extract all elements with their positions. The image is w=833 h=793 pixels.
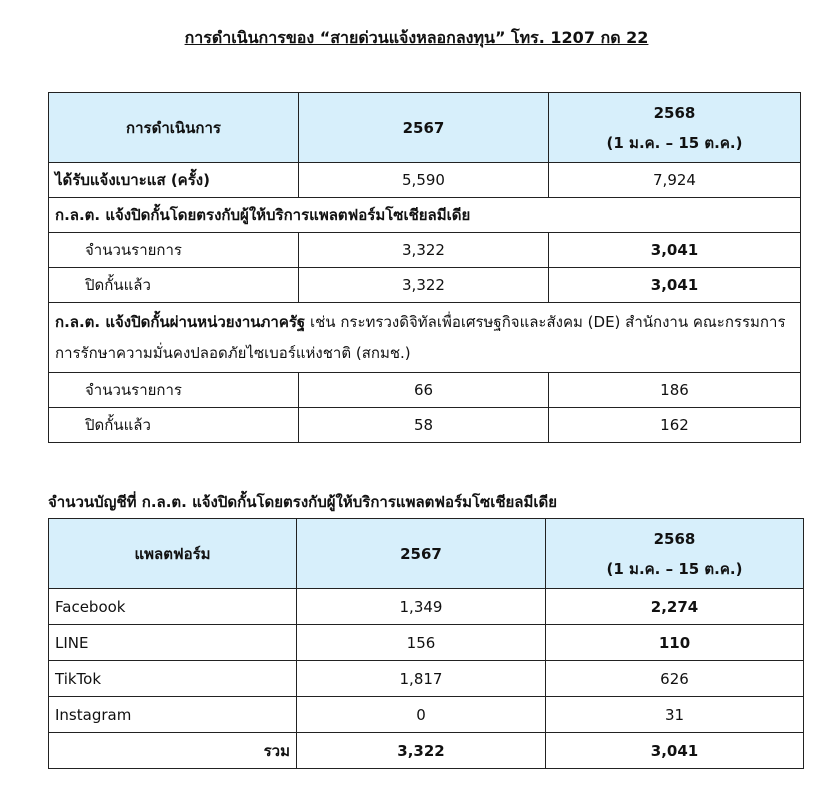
table-row [49, 589, 804, 625]
table-header-row [49, 93, 801, 163]
cell-2567: 58 [299, 408, 549, 443]
blocking-actions-table [48, 92, 801, 443]
header-platform: แพลตฟอร์ม [49, 519, 297, 589]
cell-2568: 162 [549, 408, 801, 443]
row-label: จำนวนรายการ [49, 233, 299, 268]
platform-label: Facebook [49, 589, 297, 625]
header-2568 [549, 93, 801, 163]
section-gov-label [49, 303, 801, 373]
cell-2568: 626 [546, 661, 804, 697]
section-gov-rest: เช่น กระทรวงดิจิทัลเพื่อเศรษฐกิจและสังคม (DE) สำนักงาน คณะกรรมการการรักษาความมั่นคงปลอดภัยไซเบอร์แห่งชาติ (สกมช.) [55, 312, 786, 362]
cell-2568: 3,041 [549, 268, 801, 303]
table-row [49, 373, 801, 408]
section-row [49, 303, 801, 373]
platform-accounts-table [48, 518, 804, 769]
cell-2568: 3,041 [549, 233, 801, 268]
cell-2567: 5,590 [299, 163, 549, 198]
total-row [49, 733, 804, 769]
header-2568-period: (1 ม.ค. – 15 ต.ค.) [606, 559, 743, 578]
section-gov-bold: ก.ล.ต. แจ้งปิดกั้นผ่านหน่วยงานภาครัฐ [55, 312, 306, 331]
table-row [49, 163, 801, 198]
cell-2567: 66 [299, 373, 549, 408]
table-header-row [49, 519, 804, 589]
cell-2567: 156 [297, 625, 546, 661]
section2-title: จำนวนบัญชีที่ ก.ล.ต. แจ้งปิดกั้นโดยตรงกับผู้ให้บริการแพลตฟอร์มโซเชียลมีเดีย [48, 493, 558, 511]
total-label: รวม [49, 733, 297, 769]
header-2568-year: 2568 [653, 529, 696, 548]
header-action: การดำเนินการ [49, 93, 299, 163]
table-row [49, 233, 801, 268]
header-2567: 2567 [299, 93, 549, 163]
cell-2568: 7,924 [549, 163, 801, 198]
table-row [49, 661, 804, 697]
platform-label: LINE [49, 625, 297, 661]
platform-label: Instagram [49, 697, 297, 733]
cell-2567: 3,322 [299, 233, 549, 268]
cell-2568: 110 [546, 625, 804, 661]
row-label: จำนวนรายการ [49, 373, 299, 408]
header-2568-period: (1 ม.ค. – 15 ต.ค.) [606, 133, 743, 152]
header-2568-year: 2568 [653, 103, 696, 122]
section-direct-label: ก.ล.ต. แจ้งปิดกั้นโดยตรงกับผู้ให้บริการแพลตฟอร์มโซเชียลมีเดีย [49, 198, 801, 233]
table-row [49, 625, 804, 661]
total-2567: 3,322 [297, 733, 546, 769]
table-row [49, 697, 804, 733]
cell-2567: 0 [297, 697, 546, 733]
row-label: ได้รับแจ้งเบาะแส (ครั้ง) [49, 163, 299, 198]
row-label: ปิดกั้นแล้ว [49, 268, 299, 303]
table-row [49, 408, 801, 443]
page-title: การดำเนินการของ “สายด่วนแจ้งหลอกลงทุน” โทร. 1207 กด 22 [184, 28, 649, 47]
row-label: ปิดกั้นแล้ว [49, 408, 299, 443]
total-2568: 3,041 [546, 733, 804, 769]
cell-2567: 3,322 [299, 268, 549, 303]
section-row [49, 198, 801, 233]
cell-2568: 186 [549, 373, 801, 408]
table-row [49, 268, 801, 303]
cell-2568: 2,274 [546, 589, 804, 625]
cell-2567: 1,817 [297, 661, 546, 697]
cell-2567: 1,349 [297, 589, 546, 625]
header-2567: 2567 [297, 519, 546, 589]
cell-2568: 31 [546, 697, 804, 733]
platform-label: TikTok [49, 661, 297, 697]
header-2568 [546, 519, 804, 589]
